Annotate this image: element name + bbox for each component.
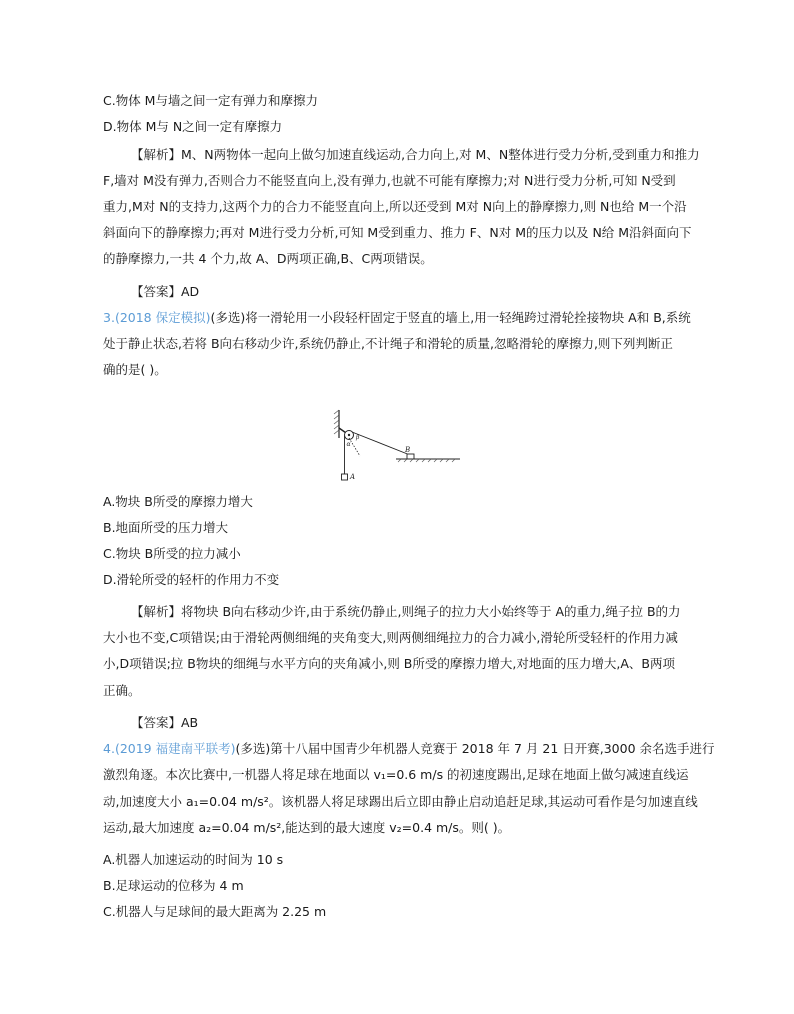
q3-analysis-line-4: 正确。 — [103, 683, 141, 698]
q4-stem-line-1 — [103, 741, 715, 757]
q2-analysis-line-5: 的静摩擦力,一共 4 个力,故 A、D两项正确,B、C两项错误。 — [103, 251, 433, 266]
angle-alpha-label: α — [346, 441, 351, 448]
block-b — [407, 454, 414, 459]
q4-stem-line-2: 激烈角逐。本次比赛中,一机器人将足球在地面以 v₁=0.6 m/s 的初速度踢出,足球在地面上做匀减速直线运 — [103, 767, 689, 782]
pulley-diagram — [330, 408, 465, 488]
q3-stem-line-2: 处于静止状态,若将 B向右移动少许,系统仍静止,不计绳子和滑轮的质量,忽略滑轮的摩擦力,则下列判断正 — [103, 336, 673, 351]
angle-beta-label: β — [356, 434, 360, 441]
q3-analysis-line-3: 小,D项错误;拉 B物块的细绳与水平方向的夹角减小,则 B所受的摩擦力增大,对地面的压力增大,A、B两项 — [103, 656, 675, 671]
q2-analysis-line-1: 【解析】M、N两物体一起向上做匀加速直线运动,合力向上,对 M、N整体进行受力分析,受到重力和推力 — [131, 147, 700, 162]
q2-option-d: D.物体 M与 N之间一定有摩擦力 — [103, 119, 283, 134]
q3-option-d: D.滑轮所受的轻杆的作用力不变 — [103, 572, 280, 587]
q4-source: (2019 福建南平联考) — [114, 741, 236, 756]
q3-number: 3. — [103, 310, 115, 325]
q3-analysis-line-2: 大小也不变,C项错误;由于滑轮两侧细绳的夹角变大,则两侧细绳拉力的合力减小,滑轮所受轻杆的作用力减 — [103, 630, 678, 645]
q4-stem-line-4: 运动,最大加速度 a₂=0.04 m/s²,能达到的最大速度 v₂=0.4 m/s。则( )。 — [103, 820, 511, 835]
q2-option-c: C.物体 M与墙之间一定有弹力和摩擦力 — [103, 93, 318, 108]
rope-to-b — [352, 432, 410, 455]
wall-hatching — [334, 410, 339, 434]
q4-stem-line-3: 动,加速度大小 a₁=0.04 m/s²。该机器人将足球踢出后立即由静止启动追赶足球,其运动可看作是匀加速直线 — [103, 794, 698, 809]
block-a-label: A — [350, 473, 356, 481]
q2-answer: 【答案】AD — [131, 284, 200, 299]
q3-stem-line-3: 确的是( )。 — [103, 362, 167, 377]
q3-stem-text: (多选)将一滑轮用一小段轻杆固定于竖直的墙上,用一轻绳跨过滑轮拴接物块 A和 B,系统 — [210, 310, 691, 325]
q4-option-a: A.机器人加速运动的时间为 10 s — [103, 852, 284, 867]
q3-stem-line-1 — [103, 310, 691, 326]
q3-answer: 【答案】AB — [131, 715, 199, 730]
q4-stem-text: (多选)第十八届中国青少年机器人竞赛于 2018 年 7 月 21 日开赛,3000 余名选手进行 — [235, 741, 715, 756]
q3-option-a: A.物块 B所受的摩擦力增大 — [103, 494, 253, 509]
q4-option-c: C.机器人与足球间的最大距离为 2.25 m — [103, 904, 327, 919]
q3-analysis-line-1: 【解析】将物块 B向右移动少许,由于系统仍静止,则绳子的拉力大小始终等于 A的重力,绳子拉 B的力 — [131, 604, 681, 619]
block-a — [342, 474, 348, 480]
block-b-label: B — [405, 446, 411, 454]
q2-analysis-line-3: 重力,M对 N的支持力,这两个力的合力不能竖直向上,所以还受到 M对 N向上的静摩擦力,则 N也给 M一个沿 — [103, 199, 687, 214]
pulley-axle — [348, 434, 350, 436]
q2-analysis-line-4: 斜面向下的静摩擦力;再对 M进行受力分析,可知 M受到重力、推力 F、N对 M的压力以及 N给 M沿斜面向下 — [103, 225, 692, 240]
q4-number: 4. — [103, 741, 115, 756]
q3-option-c: C.物块 B所受的拉力减小 — [103, 546, 241, 561]
q3-source: (2018 保定模拟) — [114, 310, 211, 325]
q4-option-b: B.足球运动的位移为 4 m — [103, 878, 244, 893]
q3-option-b: B.地面所受的压力增大 — [103, 520, 229, 535]
q2-analysis-line-2: F,墙对 M没有弹力,否则合力不能竖直向上,没有弹力,也就不可能有摩擦力;对 N进行受力分析,可知 N受到 — [103, 173, 676, 188]
